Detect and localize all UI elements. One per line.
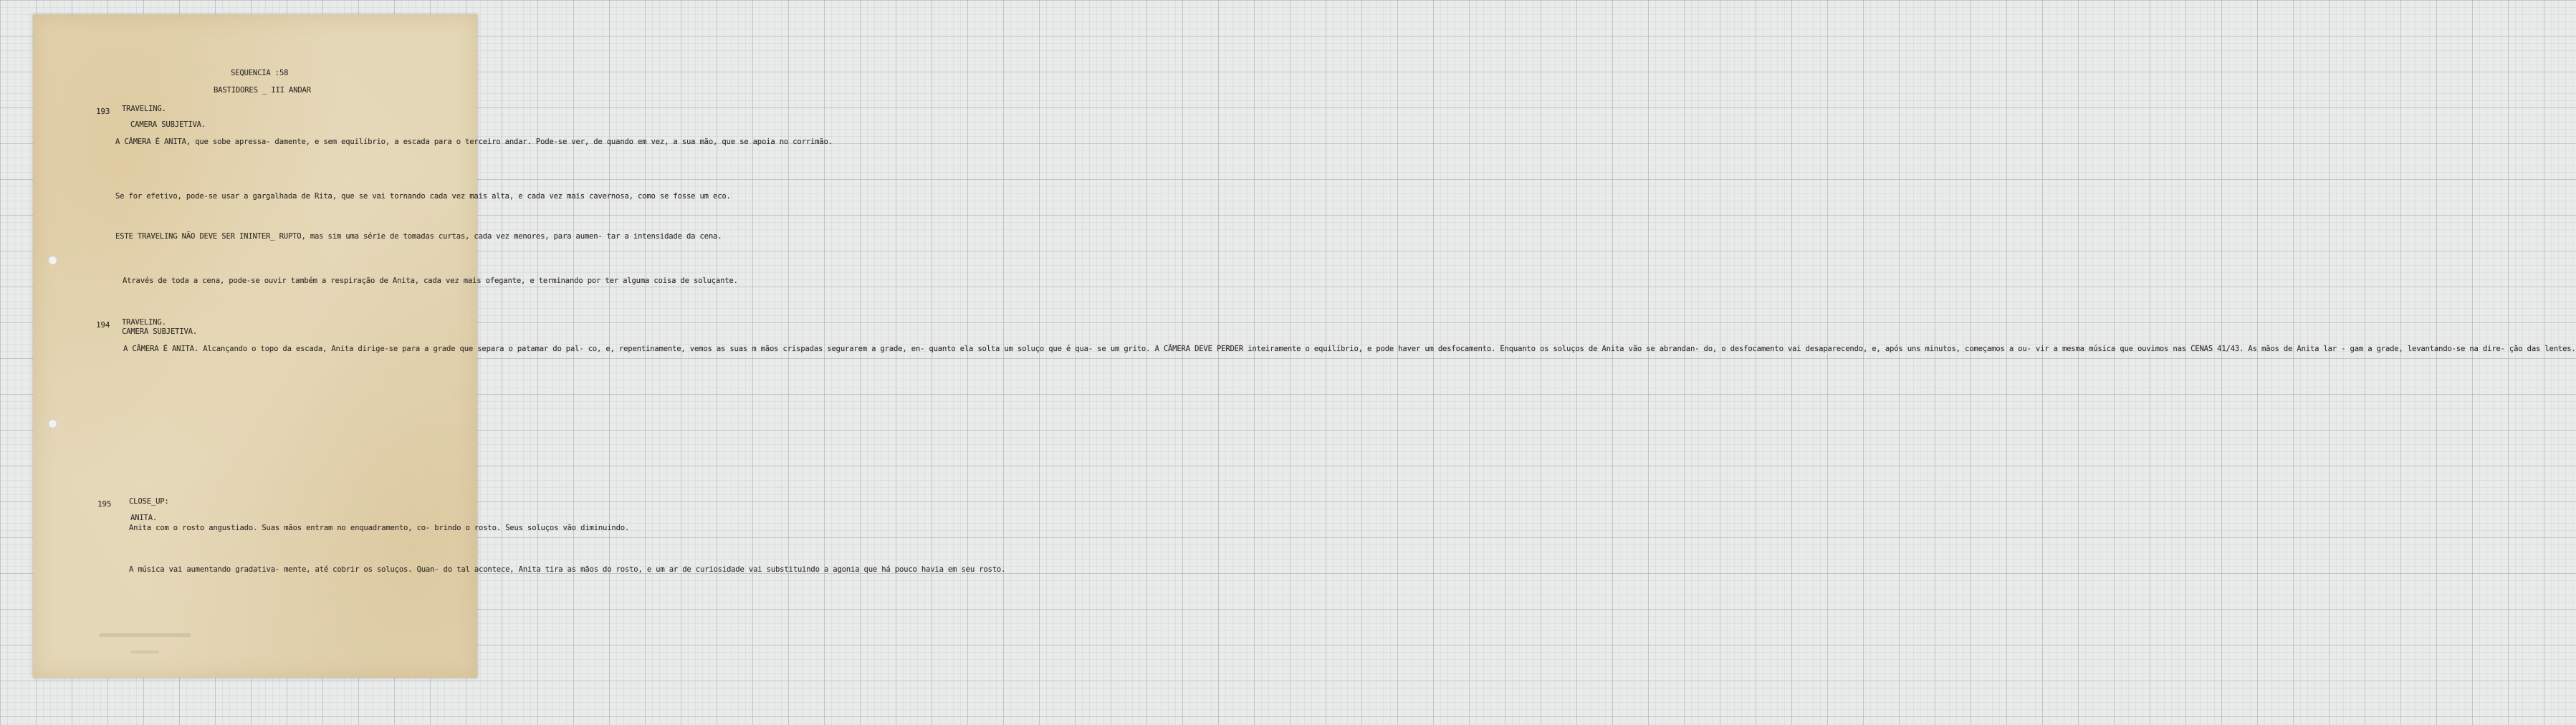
scene-paragraph: A CÂMERA É ANITA, que sobe apressa- damente, e sem equilíbrio, a escada para o terceiro andar. Pode-se ver, de quando em vez, a sua mão, que se apoia no corrimão. — [115, 138, 833, 146]
camera-note: CAMERA SUBJETIVA. — [130, 120, 206, 129]
shot-type: TRAVELING. — [122, 318, 166, 327]
scene-paragraph: Se for efetivo, pode-se usar a gargalhada de Rita, que se vai tornando cada vez mais alta, e cada vez mais cavernosa, como se fosse um eco. — [115, 192, 731, 201]
scene-number: 194 — [96, 320, 110, 330]
shot-type: CLOSE_UP: — [129, 497, 169, 506]
scene-paragraph: A CÂMERA É ANITA. Alcançando o topo da escada, Anita dirige-se para a grade que separa o patamar do pal- co, e, repentinamente, vemos as suas m mãos crispadas segurarem a grade, en- quanto ela solta um soluço que é qua- se um grito. A CÂMERA DEVE PERDER inteiramente o equilíbrio, e pode haver um desfocamento. Enquanto os soluços de Anita vão se abrandan- do, o desfocamento vai desaparecendo, e, após uns minutos, começamos a ou- vir a mesma música que ouvimos nas CENAS 41/43. As mãos de Anita lar - gam a grade, levantando-se na dire- ção das lentes. — [123, 345, 2576, 353]
camera-note: CAMERA SUBJETIVA. — [122, 327, 198, 336]
location-heading: BASTIDORES _ III ANDAR — [214, 86, 311, 95]
scene-number: 193 — [96, 107, 110, 116]
scene-paragraph: ESTE TRAVELING NÃO DEVE SER ININTER_ RUPTO, mas sim uma série de tomadas curtas, cada vez menores, para aumen- tar a intensidade da cena. — [115, 232, 722, 241]
camera-note: ANITA. — [130, 514, 158, 522]
scene-number: 195 — [97, 499, 112, 509]
scene-paragraph: A música vai aumentando gradativa- mente, até cobrir os soluços. Quan- do tal acontece, Anita tira as mãos do rosto, e um ar de curiosidade vai substituindo a agonia que há pouco havia em seu rosto. — [129, 565, 1006, 574]
scene-paragraph: Anita com o rosto angustiado. Suas mãos entram no enquadramento, co- brindo o rosto. Seus soluços vão diminuindo. — [129, 524, 630, 532]
scene-paragraph: Através de toda a cena, pode-se ouvir também a respiração de Anita, cada vez mais ofegante, e terminando por ter alguma coisa de soluçante. — [123, 277, 738, 285]
punch-hole-bottom — [48, 419, 57, 428]
faded-typing-smudge — [130, 650, 159, 653]
sequence-heading: SEQUENCIA :58 — [231, 69, 289, 77]
faded-typing-smudge — [99, 633, 191, 637]
punch-hole-top — [48, 256, 57, 265]
shot-type: TRAVELING. — [122, 105, 166, 113]
script-page — [33, 14, 2576, 678]
